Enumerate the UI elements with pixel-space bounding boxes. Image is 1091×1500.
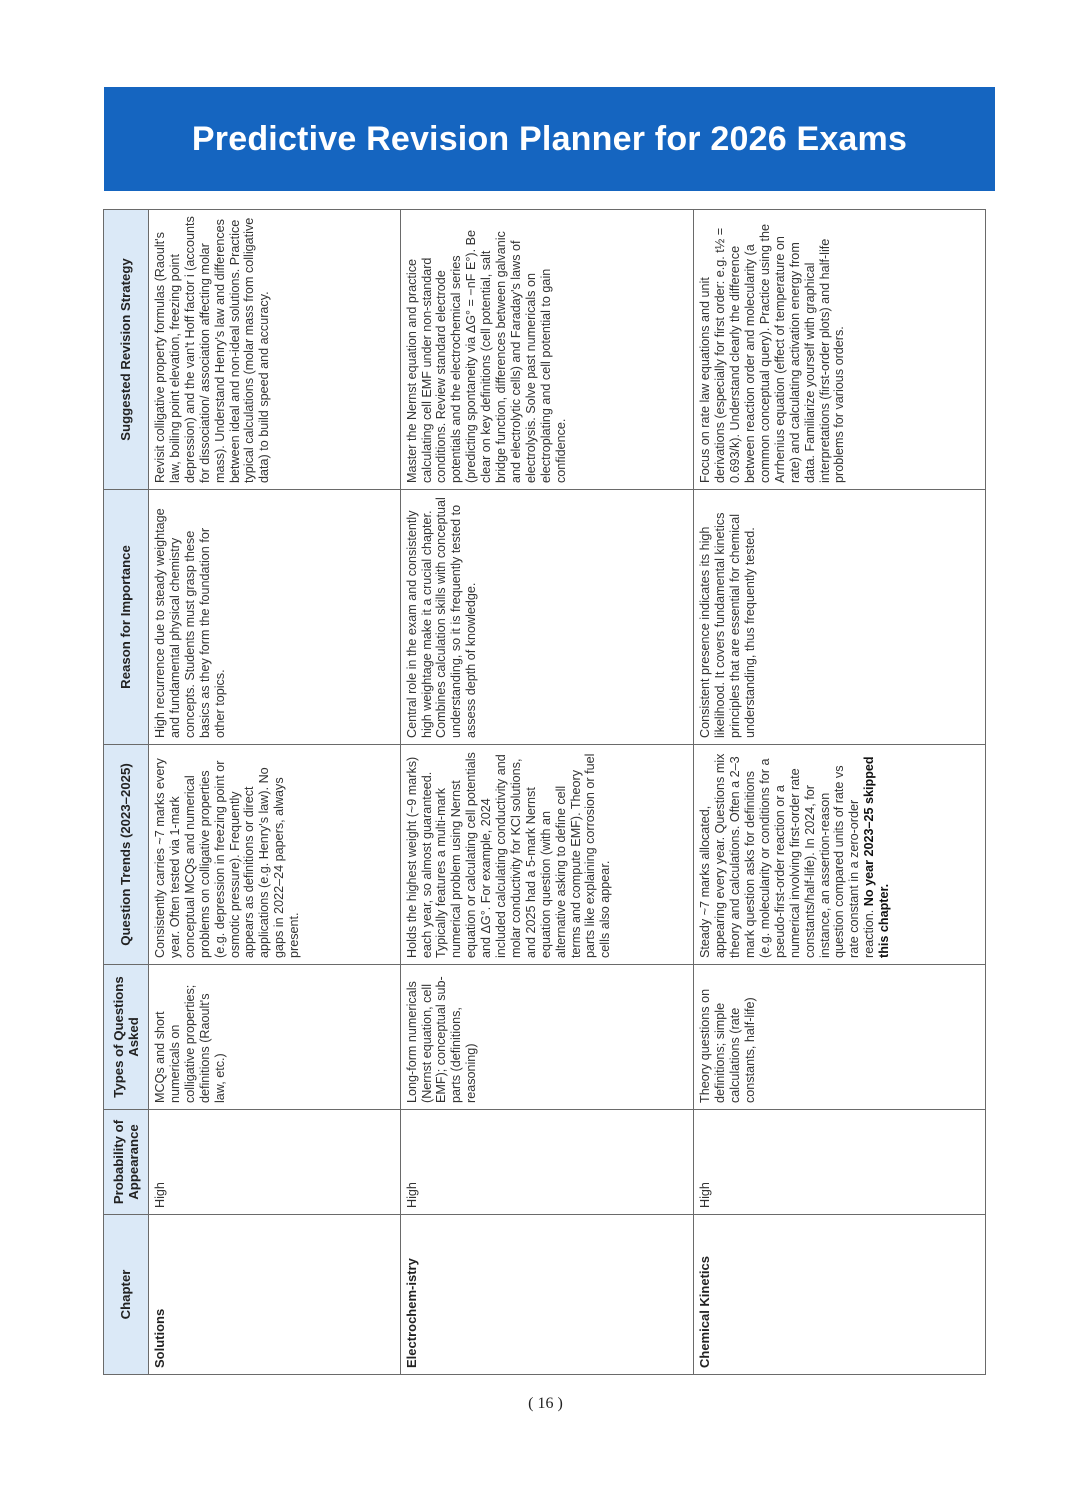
cell-strategy: Focus on rate law equations and unit derivations (especially for first order: e.g. t½ = 0.693/k). Understand clearly the difference between reaction order and molecularity (a common conceptual query). Practice using the Arrhenius equation (effect of temperature on rate) and calculating activation energy from data. Familiarize yourself with graphical interpretations (first-order plots) and half-life problems for various orders. <box>694 210 986 490</box>
cell-chapter: Solutions <box>149 1215 401 1375</box>
cell-types: Theory questions on definitions; simple calculations (rate constants, half-life) <box>694 965 986 1110</box>
revision-table-rotated <box>103 210 986 1375</box>
cell-probability: High <box>694 1110 986 1215</box>
page-number: ( 16 ) <box>528 1395 563 1412</box>
cell-strategy: Master the Nernst equation and practice calculating cell EMF under non-standard conditions. Review standard electrode potentials and the electrochemical series (predicting spontaneity via ΔG° = −nF E°). Be clear on key definitions (cell potential, salt bridge function, differences between galvanic and electrolytic cells) and Faraday's laws of electrolysis. Solve past numericals on electroplating and cell potential to gain confidence. <box>400 210 694 490</box>
cell-chapter: Electrochem-istry <box>400 1215 694 1375</box>
cell-reason: Consistent presence indicates its high likelihood. It covers fundamental kinetics principles that are essential for chemical understanding, thus frequently tested. <box>694 490 986 745</box>
cell-probability: High <box>400 1110 694 1215</box>
cell-chapter: Chemical Kinetics <box>694 1215 986 1375</box>
cell-types: Long-form numericals (Nernst equation, cell EMF); conceptual sub-parts (definitions, reasoning) <box>400 965 694 1110</box>
header-chapter: Chapter <box>104 1215 149 1375</box>
table-row-electrochemistry <box>400 210 694 1375</box>
cell-trends <box>694 745 986 965</box>
trends-text: Steady ~7 marks allocated, appearing every year. Questions mix theory and calculations. Often a 2–3 mark question asks for definitions (e.g. molecularity or conditions for a pseudo-first-order reaction or a numerical involving first-order rate constants/half-life). In 2024, for instance, an assertion-reason question compared units of rate vs rate constant in a zero-order reaction. <box>698 753 877 958</box>
header-strategy: Suggested Revision Strategy <box>104 210 149 490</box>
revision-table-container <box>103 210 986 1375</box>
cell-types: MCQs and short numericals on colligative properties; definitions (Raoult's law, etc.) <box>149 965 401 1110</box>
cell-probability: High <box>149 1110 401 1215</box>
trends-emphasis: No year 2023–25 skipped this chapter. <box>862 756 892 958</box>
table-row-chemical-kinetics <box>694 210 986 1375</box>
cell-trends: Holds the highest weight (~9 marks) each year, so almost guaranteed. Typically features a multi-mark numerical problem using Nernst equation or calculating cell potentials and ΔG°. For example, 2024 included calculating conductivity and molar conductivity for KCl solutions, and 2025 had a 5-mark Nernst equation question (with an alternative asking to define cell terms and compute EMF). Theory parts like explaining corrosion or fuel cells also appear. <box>400 745 694 965</box>
header-probability: Probability of Appearance <box>104 1110 149 1215</box>
header-types: Types of Questions Asked <box>104 965 149 1110</box>
cell-reason: High recurrence due to steady weightage and fundamental physical chemistry concepts. Students must grasp these basics as they form the foundation for other topics. <box>149 490 401 745</box>
page-title: Predictive Revision Planner for 2026 Exams <box>191 119 908 158</box>
header-trends: Question Trends (2023–2025) <box>104 745 149 965</box>
cell-reason: Central role in the exam and consistently high weightage make it a crucial chapter. Combines calculation skills with conceptual understanding, so it is frequently tested to assess depth of knowledge. <box>400 490 694 745</box>
revision-planner-table <box>103 209 986 1375</box>
header-reason: Reason for Importance <box>104 490 149 745</box>
cell-strategy: Revisit colligative property formulas (Raoult's law, boiling point elevation, freezing point depression) and the van't Hoff factor i (accounts for dissociation/ association affecting molar mass). Understand Henry's law and differences between ideal and non-ideal solutions. Practice typical calculations (molar mass from colligative data) to build speed and accuracy. <box>149 210 401 490</box>
cell-trends: Consistently carries ~7 marks every year. Often tested via 1-mark conceptual MCQs and numerical problems on colligative properties (e.g. depression in freezing point or osmotic pressure). Frequently appears as definitions or direct applications (e.g. Henry's law). No gaps in 2022–24 papers, always present. <box>149 745 401 965</box>
table-header-row <box>104 210 149 1375</box>
table-row-solutions <box>149 210 401 1375</box>
title-banner <box>104 87 995 191</box>
